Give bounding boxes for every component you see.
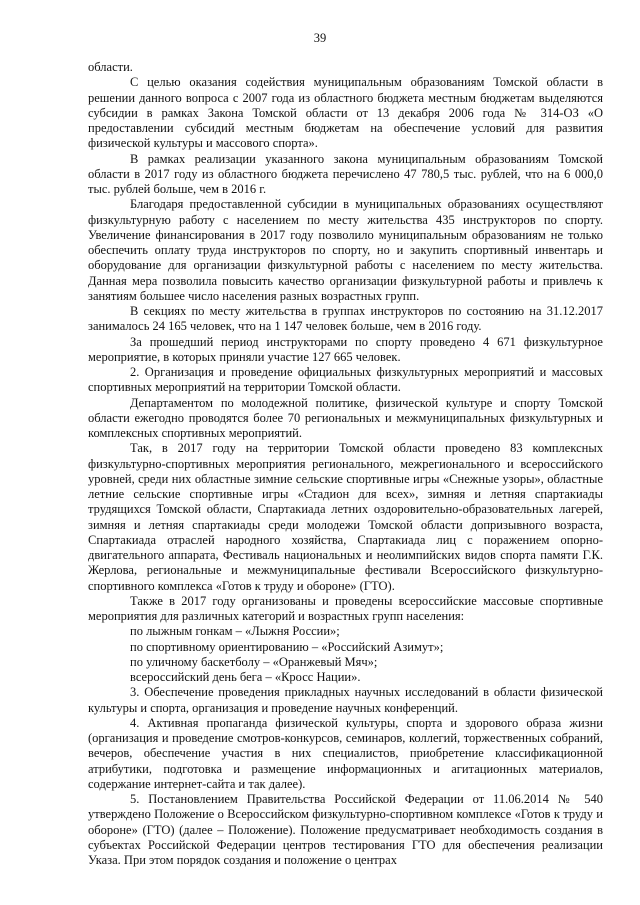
- paragraph: Департаментом по молодежной политике, физической культуре и спорту Томской области ежегодно проводятся более 70 региональных и межмуниципальных физкультурных и комплексных спортивных мероприятий.: [88, 395, 603, 440]
- paragraph: В секциях по месту жительства в группах инструкторов по состоянию на 31.12.2017 занималось 24 165 человек, что на 1 147 человек больше, чем в 2016 году.: [88, 304, 603, 334]
- list-item: по уличному баскетболу – «Оранжевый Мяч»;: [130, 654, 378, 669]
- paragraph: С целью оказания содействия муниципальным образованиям Томской области в решении данного вопроса с 2007 года из областного бюджета местным бюджетам выделяются субсидии в рамках Закона Томской области от 13 декабря 2006 года № 314-ОЗ «О предоставлении субсидий местным бюджетам на обеспечение условий для развития физической культуры и массового спорта».: [88, 75, 603, 151]
- paragraph: 5. Постановлением Правительства Российской Федерации от 11.06.2014 № 540 утверждено Положение о Всероссийском физкультурно-спортивном комплексе «Готов к труду и обороне» (ГТО) (далее – Положение). Положение предусматривает необходимость создания в субъектах Российской Федерации центров тестирования ГТО для обеспечения реализации Указа. При этом порядок создания и положение о центрах: [88, 792, 603, 867]
- paragraph-continuation: области.: [88, 60, 133, 74]
- list-item: всероссийский день бега – «Кросс Нации».: [130, 670, 361, 684]
- paragraph: 3. Обеспечение проведения прикладных научных исследований в области физической культуры и спорта, организация и проведение научных конференций.: [88, 685, 603, 715]
- paragraph: Также в 2017 году организованы и проведены всероссийские массовые спортивные мероприятия для различных категорий и возрастных групп населения:: [88, 593, 603, 623]
- paragraph: Так, в 2017 году на территории Томской области проведено 83 комплексных физкультурно-спортивных мероприятия регионального, межрегионального и всероссийского уровней, среди них областные зимние сельские спортивные игры «Снежные узоры», областные летние сельские спортивные игры «Стадион для всех», зимняя и летняя спартакиады трудящихся Томской области, Спартакиада летних оздоровительно-образовательных лагерей, зимняя и летняя спартакиады среди молодежи Томской области допризывного возраста, Спартакиада отраслей народного хозяйства, Спартакиада лиц с поражением опорно-двигательного аппарата, Фестиваль национальных и неолимпийских видов спорта памяти Г.К. Жерлова, региональные и межмуниципальные фестивали Всероссийского физкультурно-спортивного комплекса «Готов к труду и обороне» (ГТО).: [88, 441, 603, 593]
- paragraph: Благодаря предоставленной субсидии в муниципальных образованиях осуществляют физкультурную работу с населением по месту жительства 435 инструкторов по спорту. Увеличение финансирования в 2017 году позволило муниципальным образованиям не только обеспечить оплату труда инструкторов по спорту, но и закупить спортивный инвентарь и оборудование для организации физкультурной работы с населением по месту жительства. Данная мера позволила повысить качество организации физкультурной работы и привлечь к занятиям большее число населения разных возрастных групп.: [88, 197, 603, 303]
- paragraph: 4. Активная пропаганда физической культуры, спорта и здорового образа жизни (организация и проведение смотров-конкурсов, семинаров, коллегий, торжественных собраний, вечеров, обеспечение участия в них специалистов, приобретение классификационной атрибутики, подготовка и размещение информационных и агитационных материалов, содержание интернет-сайта и так далее).: [88, 715, 603, 791]
- list-item: по спортивному ориентированию – «Российский Азимут»;: [130, 639, 444, 654]
- document-body: [88, 60, 603, 868]
- paragraph: 2. Организация и проведение официальных физкультурных мероприятий и массовых спортивных мероприятий на территории Томской области.: [88, 365, 603, 395]
- paragraph: За прошедший период инструкторами по спорту проведено 4 671 физкультурное мероприятие, в которых приняли участие 127 665 человек.: [88, 334, 603, 364]
- paragraph: В рамках реализации указанного закона муниципальным образованиям Томской области в 2017 году из областного бюджета перечислено 47 780,5 тыс. рублей, что на 6 000,0 тыс. рублей больше, чем в 2016 г.: [88, 151, 603, 196]
- page-number: 39: [313, 31, 327, 45]
- list-item: по лыжным гонкам – «Лыжня России»;: [130, 624, 340, 639]
